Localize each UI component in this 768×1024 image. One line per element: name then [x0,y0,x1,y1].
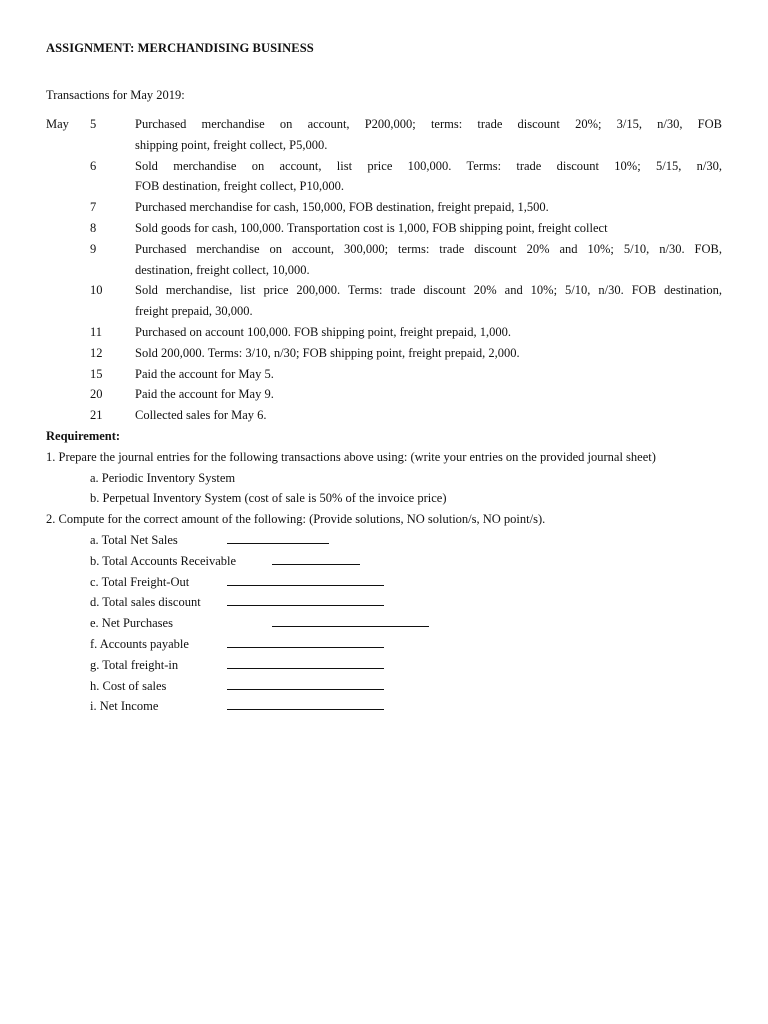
answer-row [46,613,722,634]
requirement-heading: Requirement: [46,428,121,443]
transactions-intro: Transactions for May 2019: [46,88,185,102]
transaction-day: 15 [90,366,103,381]
transaction-month [46,405,90,426]
transaction-text: Paid the account for May 9. [135,387,274,402]
transaction-row [46,384,722,405]
answer-blank-line[interactable] [227,676,384,690]
transaction-day: 9 [90,241,97,256]
transaction-text: Collected sales for May 6. [135,408,267,423]
assignment-title: ASSIGNMENT: MERCHANDISING BUSINESS [46,41,314,55]
transaction-description [135,239,722,281]
transaction-text: Sold merchandise on account, list price 100,000. Terms: trade discount 10%; 5/15, n/30, [135,158,722,173]
transaction-day: 12 [90,345,103,360]
answer-row [46,530,722,551]
transaction-description [135,384,722,405]
transaction-day: 5 [90,117,97,131]
transaction-text: Sold merchandise, list price 200,000. Terms: trade discount 20% and 10%; 5/10, n/30. FOB destination, [135,283,722,298]
transaction-text: Purchased merchandise on account, P200,000; terms: trade discount 20%; 3/15, n/30, FOB [135,117,722,131]
answer-blank-line[interactable] [227,572,384,586]
transaction-text: Purchased merchandise on account, 300,000; terms: trade discount 20% and 10%; 5/10, n/30. FOB, [135,241,722,256]
answer-blank-line[interactable] [227,592,384,606]
answer-row [46,592,722,613]
answer-label: d. Total sales discount [90,595,201,610]
transaction-month [46,280,90,322]
transaction-month [46,218,90,239]
transaction-text: Sold 200,000. Terms: 3/10, n/30; FOB shipping point, freight prepaid, 2,000. [135,345,520,360]
transaction-day: 6 [90,158,97,173]
transaction-day: 8 [90,220,97,235]
transaction-description [135,114,722,156]
requirement-item-1b: b. Perpetual Inventory System (cost of sale is 50% of the invoice price) [90,491,447,506]
answer-blank-line[interactable] [227,634,384,648]
transaction-text-continued: FOB destination, freight collect, P10,000. [135,179,345,194]
transaction-text-continued: destination, freight collect, 10,000. [135,262,310,277]
transaction-day: 7 [90,200,97,215]
transaction-text: Paid the account for May 5. [135,366,274,381]
transaction-description [135,197,722,218]
answer-blank-line[interactable] [272,551,360,565]
transaction-text-continued: shipping point, freight collect, P5,000. [135,137,328,152]
requirement-item-2: 2. Compute for the correct amount of the following: (Provide solutions, NO solution/s, NO point/s). [46,512,546,527]
answer-list [46,530,722,717]
transaction-row [46,280,722,322]
transaction-row [46,405,722,426]
answer-label: i. Net Income [90,699,159,714]
answer-label: h. Cost of sales [90,678,167,693]
answer-blank-line[interactable] [227,655,384,669]
transaction-description [135,364,722,385]
transaction-row [46,239,722,281]
answer-row [46,655,722,676]
answer-blank-line[interactable] [272,613,429,627]
answer-row [46,676,722,697]
transaction-row [46,156,722,198]
transaction-description [135,280,722,322]
answer-label: f. Accounts payable [90,636,189,651]
transaction-month [46,197,90,218]
answer-row [46,696,722,717]
answer-label: c. Total Freight-Out [90,574,190,589]
transaction-month [46,239,90,281]
answer-row [46,572,722,593]
transaction-list [46,114,722,426]
transaction-row [46,114,722,156]
transaction-row [46,322,722,343]
transaction-text: Purchased on account 100,000. FOB shipping point, freight prepaid, 1,000. [135,324,511,339]
transaction-day: 20 [90,387,103,402]
answer-row [46,634,722,655]
transaction-text-continued: freight prepaid, 30,000. [135,304,253,319]
document-page [46,38,722,717]
transaction-month [46,322,90,343]
transaction-day: 21 [90,408,103,423]
transaction-month [46,364,90,385]
transaction-description [135,343,722,364]
requirement-item-1: 1. Prepare the journal entries for the following transactions above using: (write your entries on the provided journal sheet) [46,449,656,464]
transaction-month: May [46,117,69,131]
answer-label: e. Net Purchases [90,616,173,631]
transaction-description [135,156,722,198]
transaction-description [135,322,722,343]
transaction-day: 11 [90,324,103,339]
transaction-month [46,156,90,198]
transaction-row [46,364,722,385]
transaction-row [46,197,722,218]
answer-label: b. Total Accounts Receivable [90,553,237,568]
transaction-text: Sold goods for cash, 100,000. Transportation cost is 1,000, FOB shipping point, freight collect [135,220,608,235]
transaction-description [135,405,722,426]
transaction-day: 10 [90,283,103,298]
answer-label: g. Total freight-in [90,657,179,672]
transaction-text: Purchased merchandise for cash, 150,000, FOB destination, freight prepaid, 1,500. [135,200,549,215]
answer-row [46,551,722,572]
transaction-row [46,343,722,364]
transaction-description [135,218,722,239]
transaction-month [46,343,90,364]
requirement-item-1a: a. Periodic Inventory System [90,470,236,485]
answer-label: a. Total Net Sales [90,532,178,547]
transaction-month [46,384,90,405]
answer-blank-line[interactable] [227,530,329,544]
answer-blank-line[interactable] [227,696,384,710]
transaction-row [46,218,722,239]
